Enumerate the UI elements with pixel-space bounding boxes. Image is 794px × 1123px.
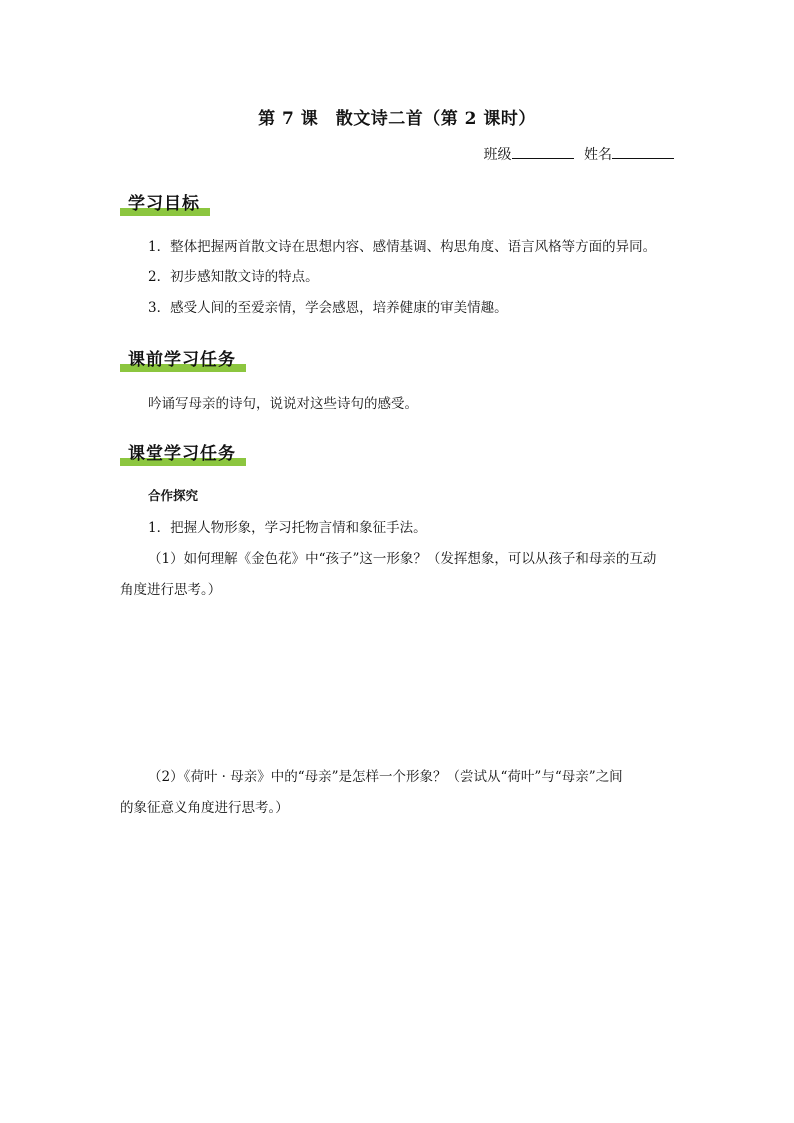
student-info-line — [484, 144, 674, 164]
class-blank[interactable] — [512, 146, 574, 159]
page-title: 第 7 课 散文诗二首（第 2 课时） — [258, 109, 536, 129]
question-2-line-1: （2）《荷叶 · 母亲》中的“母亲”是怎样一个形象？（尝试从“荷叶”与“母亲”之间 — [148, 769, 623, 785]
section-heading-text: 课前学习任务 — [128, 350, 236, 370]
question-1-line-1: （1）如何理解《金色花》中“孩子”这一形象？（发挥想象，可以从孩子和母亲的互动 — [148, 551, 657, 567]
objective-item-3: 3．感受人间的至爱亲情，学会感恩，培养健康的审美情趣。 — [148, 300, 508, 316]
question-2-line-2: 的象征意义角度进行思考。） — [120, 800, 289, 816]
section-heading-preclass — [120, 350, 246, 372]
name-blank[interactable] — [612, 146, 674, 159]
name-label: 姓名 — [584, 147, 612, 163]
preclass-task: 吟诵写母亲的诗句，说说对这些诗句的感受。 — [148, 396, 418, 412]
class-label: 班级 — [483, 147, 512, 163]
question-1-line-2: 角度进行思考。） — [120, 582, 222, 598]
subheading-cooperative: 合作探究 — [148, 488, 199, 503]
section-heading-text: 学习目标 — [128, 194, 200, 214]
section-heading-objectives — [120, 194, 210, 216]
inclass-task-1: 1．把握人物形象，学习托物言情和象征手法。 — [148, 520, 427, 536]
section-heading-text: 课堂学习任务 — [128, 444, 236, 464]
objective-item-2: 2．初步感知散文诗的特点。 — [148, 269, 319, 285]
objective-item-1: 1．整体把握两首散文诗在思想内容、感情基调、构思角度、语言风格等方面的异同。 — [148, 239, 657, 255]
section-heading-inclass — [120, 444, 246, 466]
